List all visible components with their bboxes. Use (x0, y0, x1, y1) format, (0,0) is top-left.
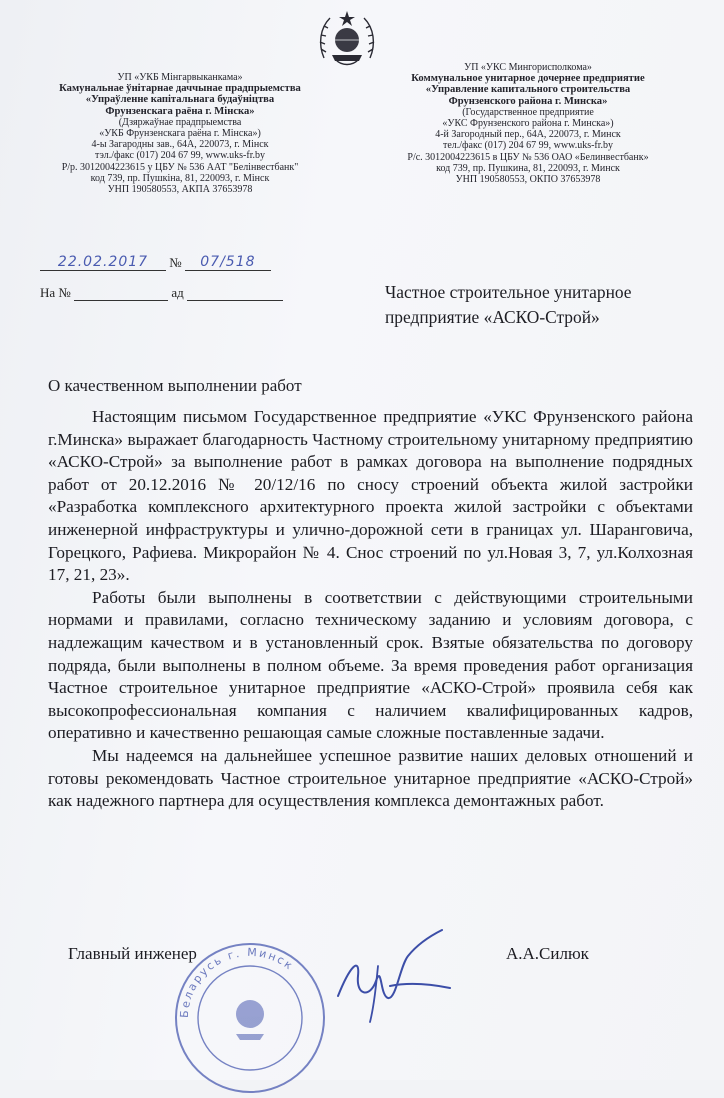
from-label: ад (171, 285, 184, 300)
registration-date-number (40, 254, 271, 271)
signer-position: Главный инженер (68, 944, 197, 963)
org-name-line1: Камунальнае ўнітарнае даччынае прадпрыемства (59, 83, 301, 95)
org-name-line3: Фрунзенскага раёна г. Мінска» (105, 105, 255, 117)
addressee (385, 280, 705, 330)
org-phone: тел./факс (017) 204 67 99, www.uks-fr.by (442, 140, 614, 152)
paragraph: Мы надеемся на дальнейшее успешное развитие наших деловых отношений и готовы рекомендовать Частное строительное унитарное предприятие «АСКО-Строй» как надежного партнера для осуществления комплекса демонтажных работ. (48, 745, 693, 811)
paragraph: Настоящим письмом Государственное предприятие «УКС Фрунзенского района г.Минска» выражает благодарность Частному строительному унитарному предприятию «АСКО-Строй» за выполнение работ в рамках договора на выполнение подрядных работ от 20.12.2016 № 20/12/16 по сносу строений объекта жилой застройки «Разработка комплексного архитектурного проекта жилой застройки с объектами инженерной инфраструктуры и улично-дорожной сети в границах ул. Шаранговича, Горецкого, Рафиева. Микрорайон № 4. Снос строений по ул.Новая 3, 7, ул.Колхозная 17, 21, 23». (48, 407, 693, 585)
addressee-line1: Частное строительное унитарное (385, 282, 632, 302)
org-name-line2: «Управление капитального строительства (425, 84, 631, 96)
handwritten-signature-icon (330, 926, 470, 1026)
outgoing-date: 22.02.2017 (57, 254, 149, 270)
paragraph: Работы были выполнены в соответствии с действующими строительными нормами и правилами, согласно техническому заданию и условиям договора, с надлежащим качеством и в установленный срок. Взятые обязательства по договору подряда, были выполнены в полном объеме. За время проведения работ организация Частное строительное унитарное предприятие «АСКО-Строй» проявила себя как высокопрофессиональная компания с наличием квалифицированных кадров, оперативно и качественно решающая самые сложные поставленные задачи. (48, 587, 693, 743)
org-ids: УНП 190580553, АКПА 37653978 (107, 184, 253, 196)
number-sign: № (169, 255, 182, 270)
org-account: Р/р. 3012004223615 у ЦБУ № 536 ААТ "Белінвестбанк" (61, 161, 299, 173)
org-address: 4-й Загородный пер., 64А, 220073, г. Минск (435, 129, 621, 141)
letterhead-russian (378, 62, 678, 185)
parent-org: УП «УКБ Мінгарвыканкама» (117, 72, 243, 83)
org-type: (Государственное предприятие (462, 106, 594, 118)
org-ids: УНП 190580553, ОКПО 37653978 (455, 174, 601, 186)
signer-name: А.А.Силюк (506, 944, 589, 963)
org-account: Р/с. 3012004223615 в ЦБУ № 536 ОАО «Белинвестбанк» (407, 151, 649, 163)
outgoing-number: 07/518 (200, 254, 256, 270)
org-bank: код 739, пр. Пушкина, 81, 220093, г. Минск (436, 162, 620, 174)
letterhead-belarusian (30, 72, 330, 195)
letter-body (48, 406, 693, 813)
org-type-line2: «УКБ Фрунзенскага раёна г. Мінска») (99, 128, 261, 140)
belarus-coat-of-arms-icon (314, 8, 380, 72)
addressee-line2: предприятие «АСКО-Строй» (385, 307, 600, 327)
registration-reply (40, 284, 283, 301)
org-name-line3: Фрунзенского района г. Минска» (448, 95, 608, 107)
org-address: 4-ы Загародны зав., 64А, 220073, г. Мінск (91, 139, 269, 151)
org-bank: код 739, пр. Пушкіна, 81, 220093, г. Мінск (90, 172, 270, 184)
org-phone: тэл./факс (017) 204 67 99, www.uks-fr.by (95, 150, 265, 162)
org-name-line2: «Упраўленне капітальнага будаўніцтва (85, 94, 275, 106)
org-type: (Дзяржаўнае прадпрыемства (118, 116, 242, 128)
reply-label: На № (40, 285, 71, 300)
org-type-line2: «УКС Фрунзенского района г. Минска») (442, 118, 614, 130)
stamp-text: Беларусь г. Минск (177, 945, 297, 1019)
org-name-line1: Коммунальное унитарное дочернее предприятие (411, 73, 645, 85)
parent-org: УП «УКС Мингорисполкома» (464, 62, 592, 73)
letter-subject: О качественном выполнении работ (48, 376, 302, 395)
